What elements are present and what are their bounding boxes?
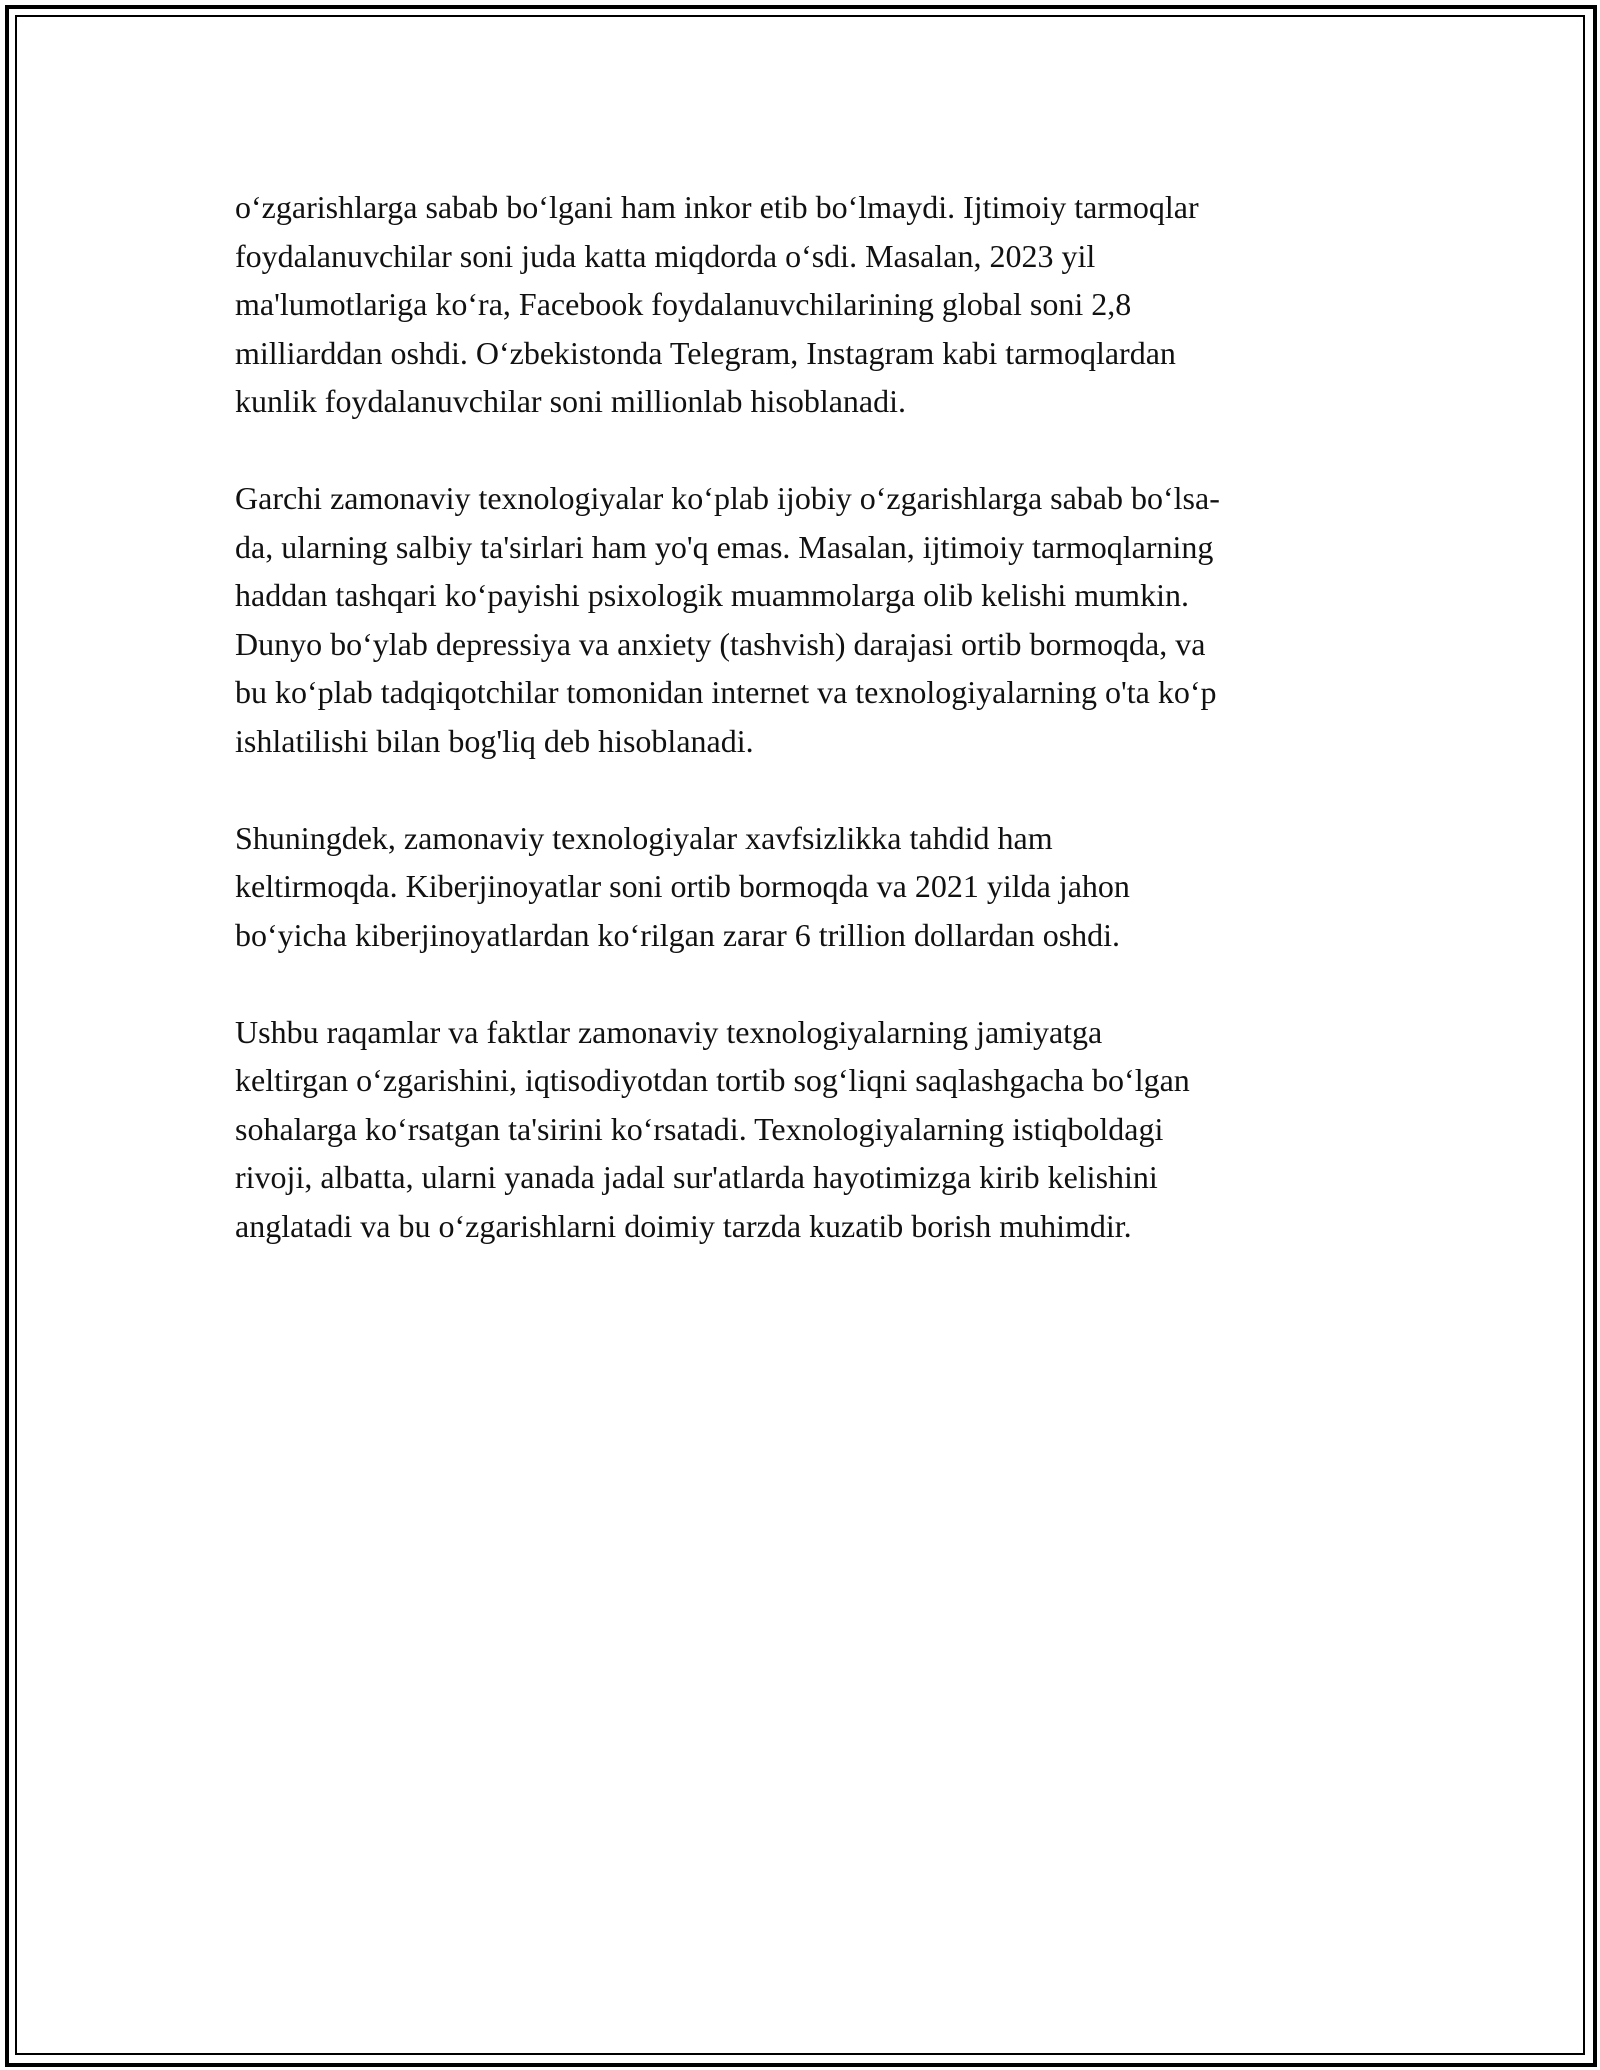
text-line: Shuningdek, zamonaviy texnologiyalar xavfsizlikka tahdid ham [235,819,1053,856]
text-line: ma'lumotlariga ko‘ra, Facebook foydalanuvchilarining global soni 2,8 [235,286,1132,322]
text-line: milliarddan oshdi. O‘zbekistonda Telegram, Instagram kabi tarmoqlardan [235,334,1176,371]
text-line: rivoji, albatta, ularni yanada jadal sur'atlarda hayotimizga kirib kelishini [235,1159,1158,1195]
text-line: keltirmoqda. Kiberjinoyatlar soni ortib bormoqda va 2021 yilda jahon [235,868,1130,904]
text-line: anglatadi va bu o‘zgarishlarni doimiy tarzda kuzatib borish muhimdir. [235,1207,1132,1244]
text-line: haddan tashqari ko‘payishi psixologik muammolarga olib kelishi mumkin. [235,577,1189,613]
text-line: foydalanuvchilar soni juda katta miqdorda o‘sdi. Masalan, 2023 yil [235,237,1096,274]
paragraph-4 [235,1008,1395,1251]
text-line: o‘zgarishlarga sabab bo‘lgani ham inkor etib bo‘lmaydi. Ijtimoiy tarmoqlar [235,189,1199,225]
paragraph-2 [235,474,1395,765]
paragraph-1 [235,183,1395,426]
text-line: Dunyo bo‘ylab depressiya va anxiety (tashvish) darajasi ortib bormoqda, va [235,625,1206,662]
text-line: ishlatilishi bilan bog'liq deb hisoblanadi. [235,722,754,759]
text-line: da, ularning salbiy ta'sirlari ham yo'q emas. Masalan, ijtimoiy tarmoqlarning [235,528,1214,565]
text-line: kunlik foydalanuvchilar soni millionlab hisoblanadi. [235,383,906,419]
document-body [235,183,1395,1299]
text-line: Garchi zamonaviy texnologiyalar ko‘plab ijobiy o‘zgarishlarga sabab bo‘lsa- [235,480,1220,516]
text-line: bu ko‘plab tadqiqotchilar tomonidan internet va texnologiyalarning o'ta ko‘p [235,674,1217,710]
paragraph-3 [235,814,1395,960]
text-line: bo‘yicha kiberjinoyatlardan ko‘rilgan zarar 6 trillion dollardan oshdi. [235,916,1121,953]
text-line: sohalarga ko‘rsatgan ta'sirini ko‘rsatadi. Texnologiyalarning istiqboldagi [235,1110,1164,1147]
text-line: Ushbu raqamlar va faktlar zamonaviy texnologiyalarning jamiyatga [235,1013,1103,1050]
text-line: keltirgan o‘zgarishini, iqtisodiyotdan tortib sog‘liqni saqlashgacha bo‘lgan [235,1062,1190,1098]
